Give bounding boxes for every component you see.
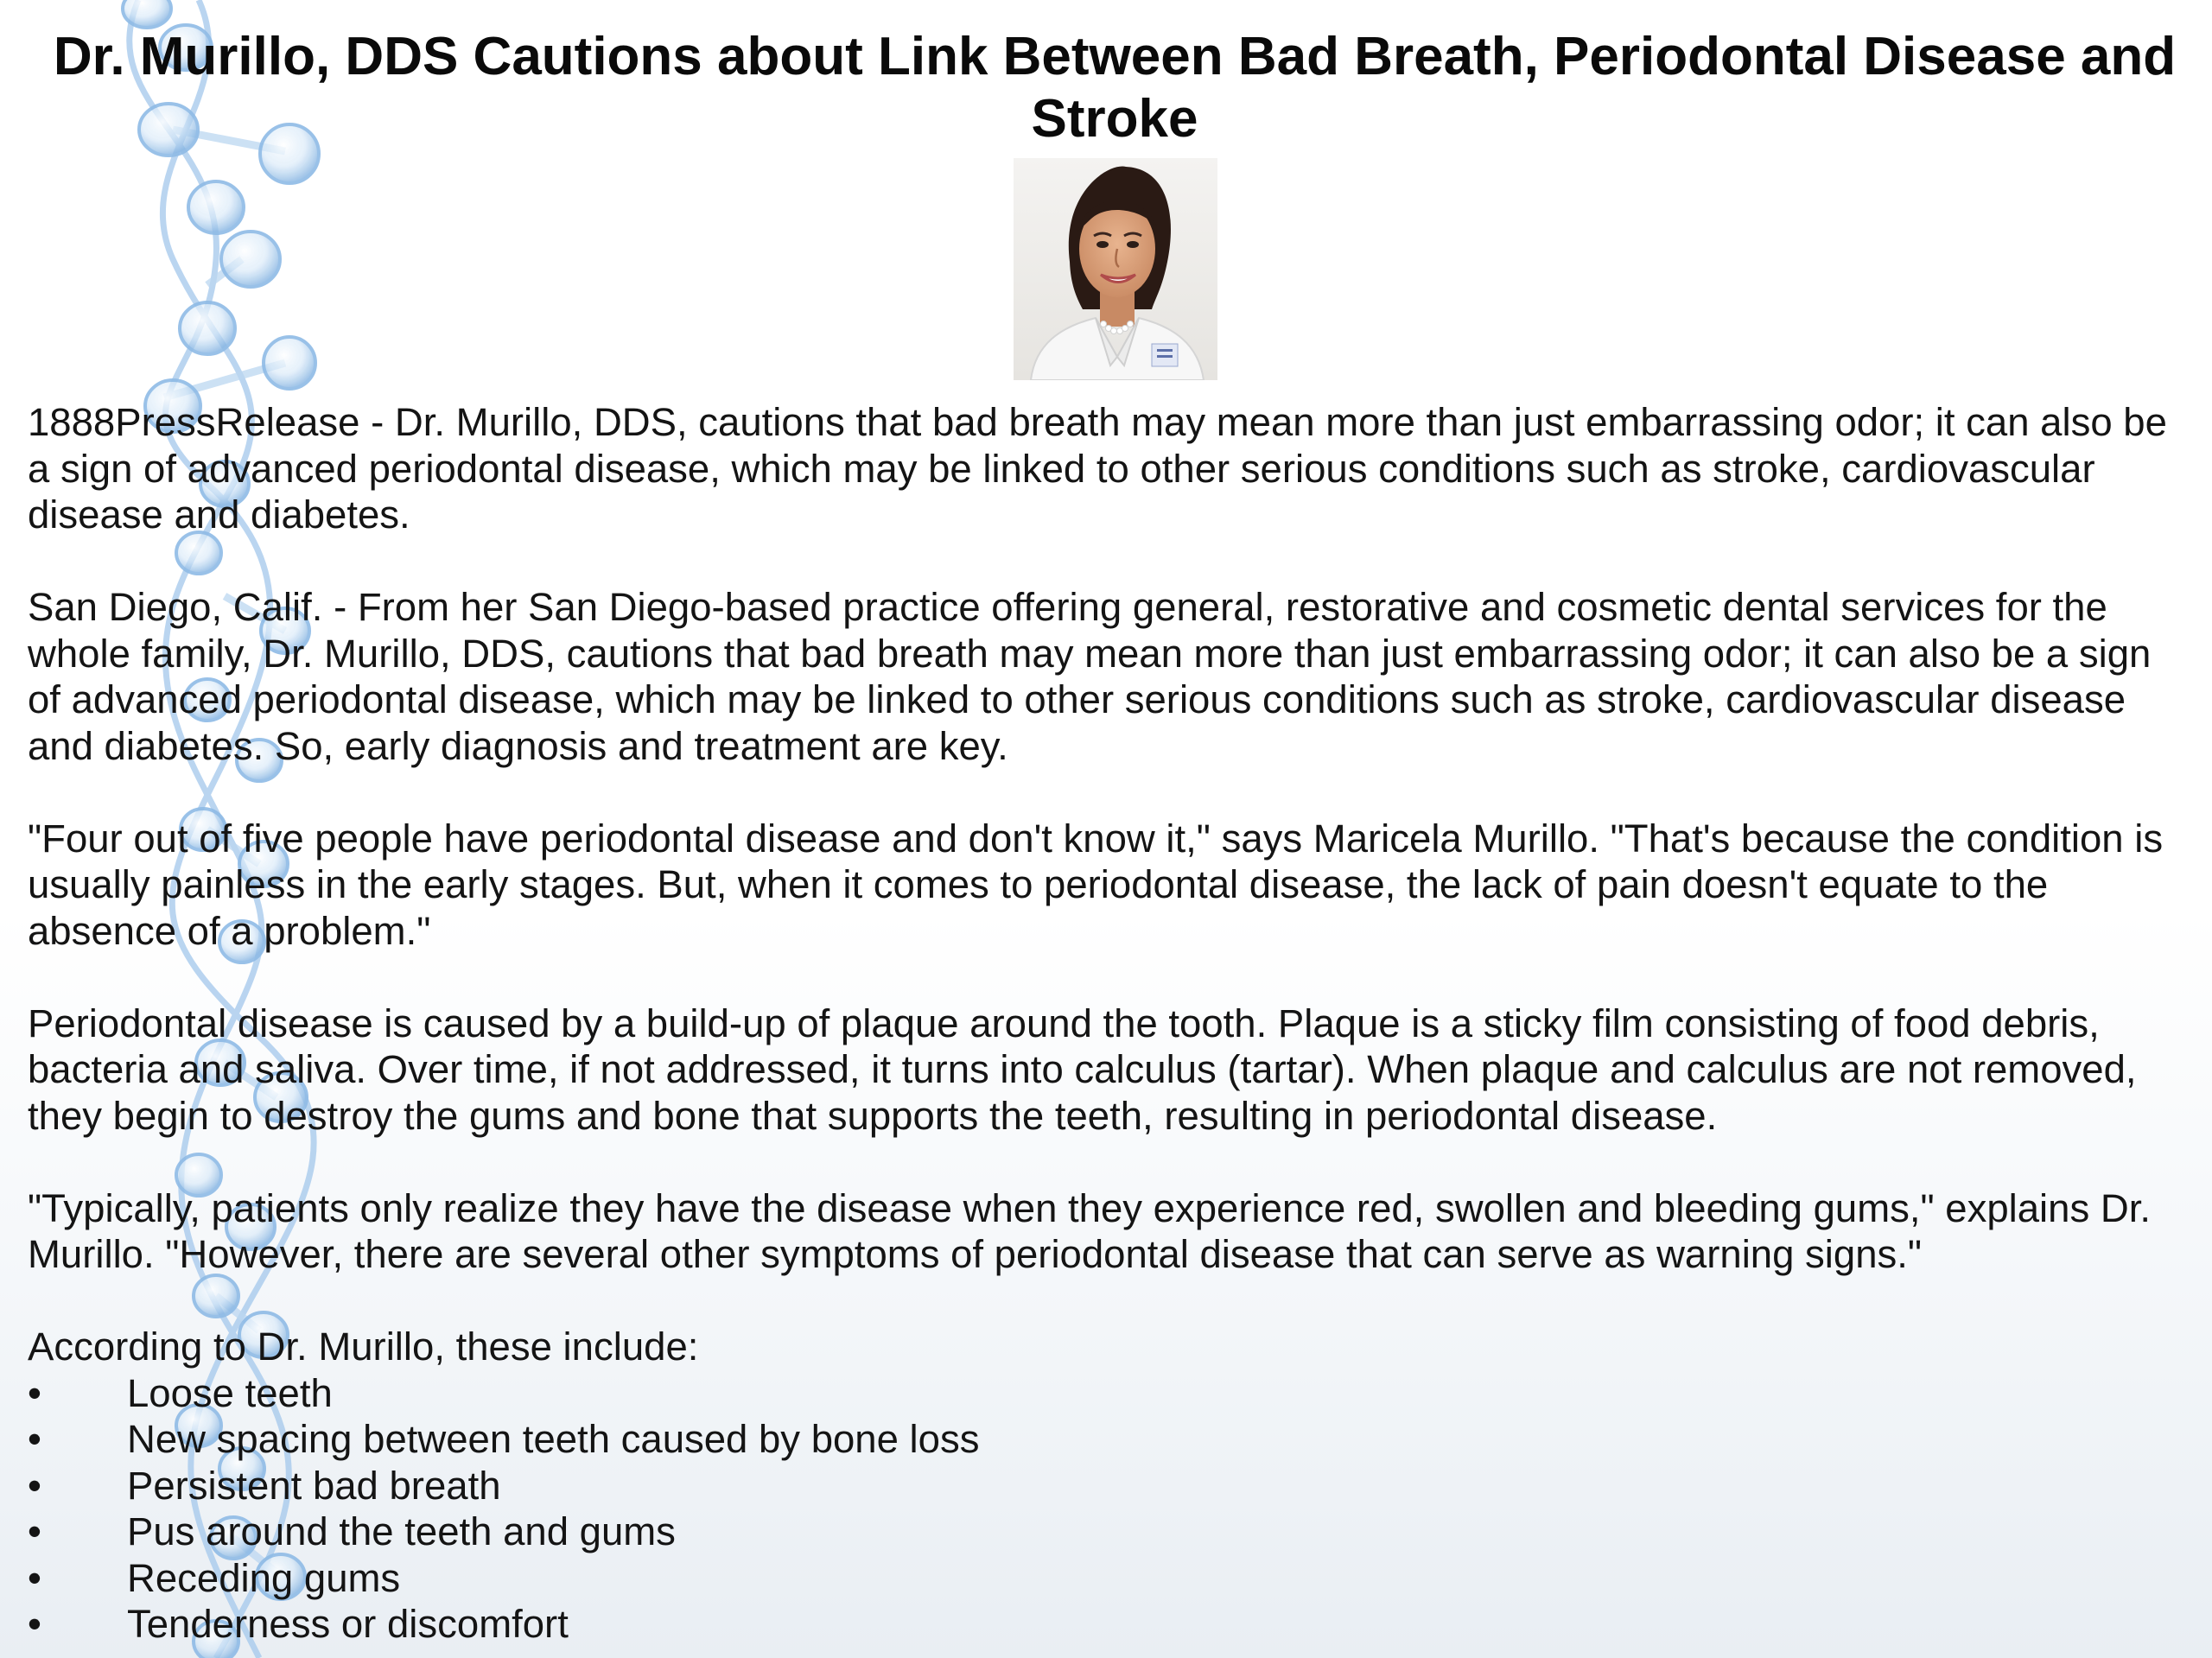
list-item-text: Pus around the teeth and gums <box>127 1509 676 1553</box>
bullet-icon: • <box>28 1417 41 1461</box>
list-item-text: Loose teeth <box>127 1370 333 1415</box>
article-body <box>28 399 2188 1648</box>
list-item <box>28 1463 2188 1509</box>
bullet-icon: • <box>28 1370 41 1415</box>
list-item <box>28 1555 2188 1602</box>
bullet-icon: • <box>28 1509 41 1553</box>
list-item <box>28 1509 2188 1555</box>
bullet-icon: • <box>28 1602 41 1646</box>
list-intro: According to Dr. Murillo, these include: <box>28 1324 699 1369</box>
paragraph-intro: 1888PressRelease - Dr. Murillo, DDS, cautions that bad breath may mean more than just embarrassing odor; it can also be a sign of advanced periodontal disease, which may be linked to other serious conditions such as stroke, cardiovascular disease and diabetes. <box>28 400 2167 537</box>
portrait-icon <box>1014 158 1217 380</box>
bullet-icon: • <box>28 1555 41 1600</box>
paragraph-cause: Periodontal disease is caused by a build-up of plaque around the tooth. Plaque is a sticky film consisting of food debris, bacteria and saliva. Over time, if not addressed, it turns into calculus (tartar). When plaque and calculus are not removed, they begin to destroy the gums and bone that supports the teeth, resulting in periodontal disease. <box>28 1001 2137 1138</box>
symptom-list <box>28 1370 2188 1648</box>
paragraph-quote-symptoms: "Typically, patients only realize they have the disease when they experience red, swollen and bleeding gums," explains Dr. Murillo. "However, there are several other symptoms of periodontal disease that can serve as warning signs." <box>28 1185 2151 1276</box>
list-item-text: Receding gums <box>127 1555 401 1600</box>
paragraph-san-diego: San Diego, Calif. - From her San Diego-based practice offering general, restorative and cosmetic dental services for the whole family, Dr. Murillo, DDS, cautions that bad breath may mean more than just embarrassing odor; it can also be a sign of advanced periodontal disease, which may be linked to other serious conditions such as stroke, cardiovascular disease and diabetes. So, early diagnosis and treatment are key. <box>28 585 2152 768</box>
list-item <box>28 1370 2188 1417</box>
paragraph-quote-four-of-five: "Four out of five people have periodontal disease and don't know it," says Maricela Murillo. "That's because the condition is usually painless in the early stages. But, when it comes to periodontal disease, the lack of pain doesn't equate to the absence of a problem." <box>28 816 2164 953</box>
list-item <box>28 1601 2188 1648</box>
list-item-text: New spacing between teeth caused by bone loss <box>127 1417 980 1461</box>
list-item-text: Tenderness or discomfort <box>127 1602 569 1646</box>
list-item <box>28 1416 2188 1463</box>
bullet-icon: • <box>28 1463 41 1508</box>
page-title: Dr. Murillo, DDS Cautions about Link Between Bad Breath, Periodontal Disease and Stroke <box>53 27 2177 149</box>
list-item-text: Persistent bad breath <box>127 1463 501 1508</box>
